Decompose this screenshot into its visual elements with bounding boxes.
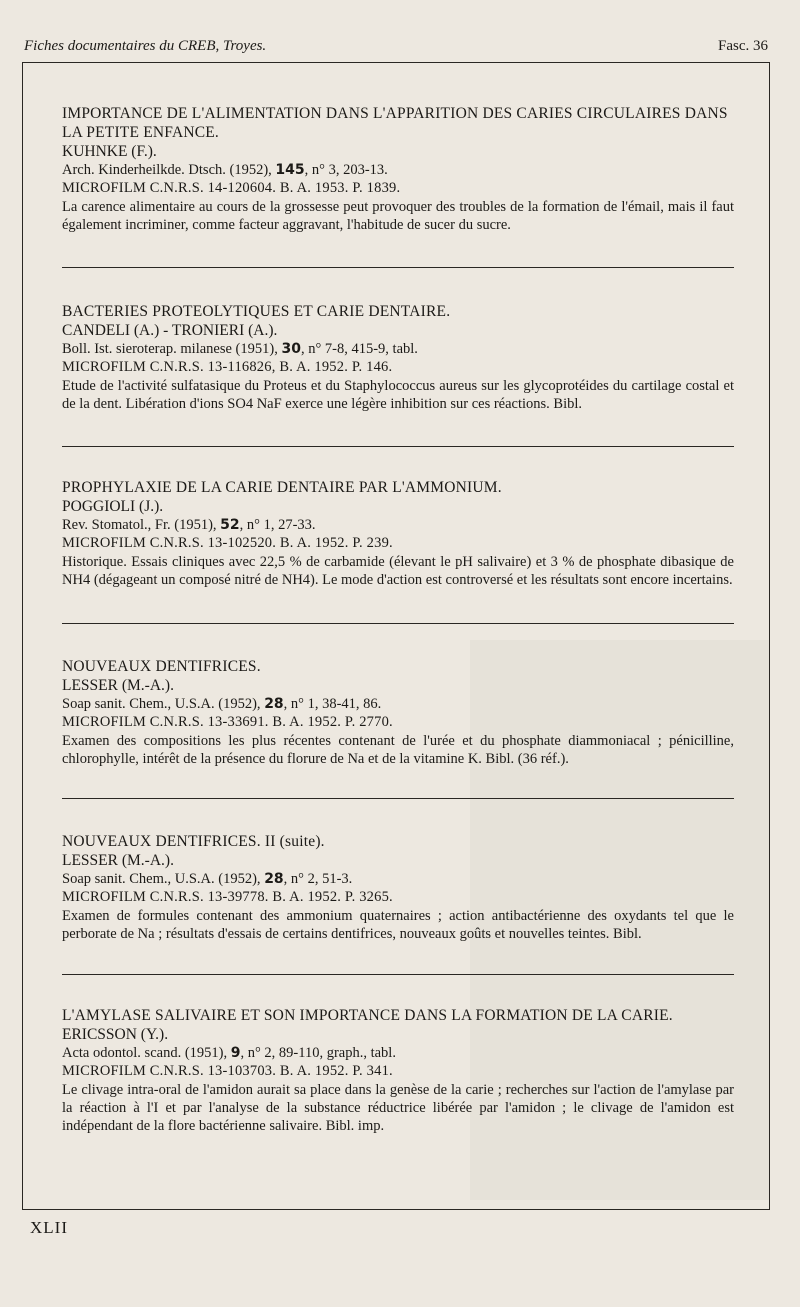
entry-4 xyxy=(62,657,734,768)
entry-title: BACTERIES PROTEOLYTIQUES ET CARIE DENTAIRE. xyxy=(62,303,451,320)
entry-source: Boll. Ist. sieroterap. milanese (1951), 30, n° 7-8, 415-9, tabl. xyxy=(62,341,418,357)
entry-microfilm: MICROFILM C.N.R.S. 13-33691. B. A. 1952. P. 2770. xyxy=(62,714,393,730)
divider-rule xyxy=(62,267,734,268)
entry-3 xyxy=(62,478,734,589)
header-publication: Fiches documentaires du CREB, Troyes. xyxy=(24,38,267,54)
page-number: XLII xyxy=(30,1218,68,1237)
divider-rule xyxy=(62,623,734,624)
entry-author: LESSER (M.-A.). xyxy=(62,677,174,694)
running-header xyxy=(24,38,768,60)
header-fascicle: Fasc. 36 xyxy=(718,38,768,54)
entry-1 xyxy=(62,104,734,234)
entry-microfilm: MICROFILM C.N.R.S. 13-103703. B. A. 1952. P. 341. xyxy=(62,1063,393,1079)
entry-source: Arch. Kinderheilkde. Dtsch. (1952), 145, n° 3, 203-13. xyxy=(62,162,388,178)
entry-description: Examen de formules contenant des ammonium quaternaires ; action antibactérienne des oxydants tel que le perborate de Na ; résultats d'essais de certains dentifrices, nouveaux goûts et nouvelles teintes. Bibl. xyxy=(62,908,734,942)
entry-author: KUHNKE (F.). xyxy=(62,143,157,160)
entry-2 xyxy=(62,302,734,413)
volume-number: 28 xyxy=(264,696,284,712)
volume-number: 52 xyxy=(220,517,240,533)
entry-6 xyxy=(62,1006,734,1135)
entry-author: POGGIOLI (J.). xyxy=(62,498,164,515)
entry-5 xyxy=(62,832,734,943)
entry-description: Historique. Essais cliniques avec 22,5 % de carbamide (élevant le pH salivaire) et 3 % de phosphate dibasique de NH4 (dégageant un composé nitré de NH4). Le mode d'action est controversé et les résultats sont encore incertains. xyxy=(62,554,734,588)
volume-number: 145 xyxy=(275,162,305,178)
entry-title: L'AMYLASE SALIVAIRE ET SON IMPORTANCE DANS LA FORMATION DE LA CARIE. xyxy=(62,1007,673,1024)
divider-rule xyxy=(62,974,734,975)
entry-source: Acta odontol. scand. (1951), 9, n° 2, 89-110, graph., tabl. xyxy=(62,1045,396,1061)
entry-title: IMPORTANCE DE L'ALIMENTATION DANS L'APPARITION DES CARIES CIRCULAIRES DANS LA PETITE ENFANCE. xyxy=(62,105,728,141)
entry-author: CANDELI (A.) - TRONIERI (A.). xyxy=(62,322,278,339)
divider-rule xyxy=(62,446,734,447)
entry-description: Etude de l'activité sulfatasique du Proteus et du Staphylococcus aureus sur les glycoprotéides du cartilage costal et de la dent. Libération d'ions SO4 NaF exerce une légère inhibition sur ces réactions. Bibl. xyxy=(62,378,734,412)
entry-description: Examen des compositions les plus récentes contenant de l'urée et du phosphate diammoniacal ; pénicilline, chlorophylle, intérêt de la présence du florure de Na et de la vitamine K. Bibl. (36 réf.). xyxy=(62,733,734,767)
entry-source: Rev. Stomatol., Fr. (1951), 52, n° 1, 27-33. xyxy=(62,517,316,533)
entry-microfilm: MICROFILM C.N.R.S. 13-116826, B. A. 1952. P. 146. xyxy=(62,359,393,375)
entry-microfilm: MICROFILM C.N.R.S. 13-39778. B. A. 1952. P. 3265. xyxy=(62,889,393,905)
entry-title: NOUVEAUX DENTIFRICES. II (suite). xyxy=(62,833,325,850)
entry-author: LESSER (M.-A.). xyxy=(62,852,174,869)
volume-number: 28 xyxy=(264,871,284,887)
entry-title: NOUVEAUX DENTIFRICES. xyxy=(62,658,261,675)
entry-source: Soap sanit. Chem., U.S.A. (1952), 28, n° 1, 38-41, 86. xyxy=(62,696,382,712)
volume-number: 9 xyxy=(230,1045,241,1061)
volume-number: 30 xyxy=(281,341,301,357)
entry-description: Le clivage intra-oral de l'amidon aurait sa place dans la genèse de la carie ; recherches sur l'action de l'amylase par la réaction à l'I et par l'analyse de la substance réductrice libérée par l'amidon ; le clivage de l'amidon est indépendant de la flore bactérienne salivaire. Bibl. imp. xyxy=(62,1082,734,1134)
entry-source: Soap sanit. Chem., U.S.A. (1952), 28, n° 2, 51-3. xyxy=(62,871,353,887)
entry-microfilm: MICROFILM C.N.R.S. 14-120604. B. A. 1953. P. 1839. xyxy=(62,180,401,196)
divider-rule xyxy=(62,798,734,799)
entry-description: La carence alimentaire au cours de la grossesse peut provoquer des troubles de la formation de l'émail, mais il faut également incriminer, comme facteur aggravant, l'habitude de sucer du sucre. xyxy=(62,199,734,233)
entry-title: PROPHYLAXIE DE LA CARIE DENTAIRE PAR L'AMMONIUM. xyxy=(62,479,502,496)
entry-author: ERICSSON (Y.). xyxy=(62,1026,169,1043)
entry-microfilm: MICROFILM C.N.R.S. 13-102520. B. A. 1952. P. 239. xyxy=(62,535,393,551)
